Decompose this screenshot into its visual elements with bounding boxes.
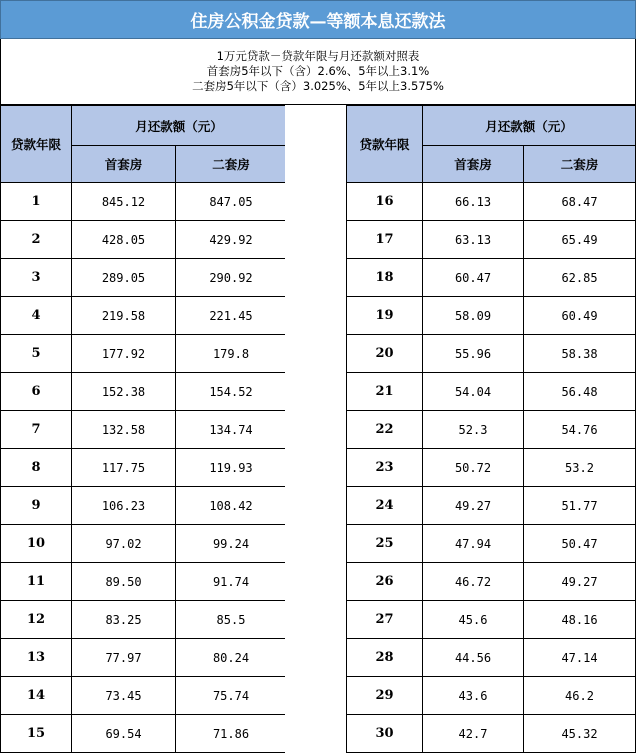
table-row bbox=[1, 601, 287, 639]
second-home-payment-cell: 429.92 bbox=[176, 221, 287, 259]
first-home-payment-cell: 55.96 bbox=[423, 335, 524, 373]
first-home-payment-cell: 60.47 bbox=[423, 259, 524, 297]
loan-years-cell: 23 bbox=[347, 449, 423, 487]
loan-years-cell: 14 bbox=[1, 677, 72, 715]
second-home-payment-cell: 62.85 bbox=[524, 259, 636, 297]
loan-years-cell: 6 bbox=[1, 373, 72, 411]
second-home-payment-cell: 68.47 bbox=[524, 183, 636, 221]
second-home-payment-cell: 80.24 bbox=[176, 639, 287, 677]
description-line-3: 二套房5年以下（含）3.025%、5年以上3.575% bbox=[192, 79, 444, 93]
table-description bbox=[0, 39, 636, 105]
header-second-home: 二套房 bbox=[176, 146, 287, 183]
header-second-home: 二套房 bbox=[524, 146, 636, 183]
first-home-payment-cell: 66.13 bbox=[423, 183, 524, 221]
table-row bbox=[1, 563, 287, 601]
table-row bbox=[1, 411, 287, 449]
second-home-payment-cell: 53.2 bbox=[524, 449, 636, 487]
second-home-payment-cell: 58.38 bbox=[524, 335, 636, 373]
first-home-payment-cell: 50.72 bbox=[423, 449, 524, 487]
loan-years-cell: 18 bbox=[347, 259, 423, 297]
loan-years-cell: 29 bbox=[347, 677, 423, 715]
first-home-payment-cell: 49.27 bbox=[423, 487, 524, 525]
table-row bbox=[1, 373, 287, 411]
repayment-table-right bbox=[346, 105, 636, 753]
first-home-payment-cell: 83.25 bbox=[72, 601, 176, 639]
first-home-payment-cell: 45.6 bbox=[423, 601, 524, 639]
first-home-payment-cell: 177.92 bbox=[72, 335, 176, 373]
loan-years-cell: 27 bbox=[347, 601, 423, 639]
page-title: 住房公积金贷款—等额本息还款法 bbox=[0, 0, 636, 39]
header-monthly-payment: 月还款额（元） bbox=[72, 106, 287, 146]
first-home-payment-cell: 54.04 bbox=[423, 373, 524, 411]
first-home-payment-cell: 428.05 bbox=[72, 221, 176, 259]
loan-years-cell: 28 bbox=[347, 639, 423, 677]
first-home-payment-cell: 106.23 bbox=[72, 487, 176, 525]
second-home-payment-cell: 60.49 bbox=[524, 297, 636, 335]
table-row bbox=[347, 677, 636, 715]
first-home-payment-cell: 58.09 bbox=[423, 297, 524, 335]
table-row bbox=[347, 297, 636, 335]
loan-years-cell: 24 bbox=[347, 487, 423, 525]
first-home-payment-cell: 46.72 bbox=[423, 563, 524, 601]
table-row bbox=[1, 297, 287, 335]
first-home-payment-cell: 47.94 bbox=[423, 525, 524, 563]
second-home-payment-cell: 45.32 bbox=[524, 715, 636, 753]
second-home-payment-cell: 91.74 bbox=[176, 563, 287, 601]
table-row bbox=[347, 525, 636, 563]
loan-years-cell: 20 bbox=[347, 335, 423, 373]
first-home-payment-cell: 42.7 bbox=[423, 715, 524, 753]
table-row bbox=[347, 601, 636, 639]
table-row bbox=[1, 677, 287, 715]
second-home-payment-cell: 65.49 bbox=[524, 221, 636, 259]
header-loan-years: 贷款年限 bbox=[347, 106, 423, 183]
header-first-home: 首套房 bbox=[72, 146, 176, 183]
second-home-payment-cell: 54.76 bbox=[524, 411, 636, 449]
table-row bbox=[1, 715, 287, 753]
first-home-payment-cell: 44.56 bbox=[423, 639, 524, 677]
table-row bbox=[1, 335, 287, 373]
loan-years-cell: 19 bbox=[347, 297, 423, 335]
table-row bbox=[347, 639, 636, 677]
first-home-payment-cell: 117.75 bbox=[72, 449, 176, 487]
loan-years-cell: 11 bbox=[1, 563, 72, 601]
second-home-payment-cell: 290.92 bbox=[176, 259, 287, 297]
second-home-payment-cell: 48.16 bbox=[524, 601, 636, 639]
table-row bbox=[1, 259, 287, 297]
first-home-payment-cell: 89.50 bbox=[72, 563, 176, 601]
second-home-payment-cell: 56.48 bbox=[524, 373, 636, 411]
loan-years-cell: 30 bbox=[347, 715, 423, 753]
second-home-payment-cell: 71.86 bbox=[176, 715, 287, 753]
loan-years-cell: 16 bbox=[347, 183, 423, 221]
loan-years-cell: 25 bbox=[347, 525, 423, 563]
table-row bbox=[347, 373, 636, 411]
header-monthly-payment: 月还款额（元） bbox=[423, 106, 636, 146]
first-home-payment-cell: 43.6 bbox=[423, 677, 524, 715]
loan-years-cell: 4 bbox=[1, 297, 72, 335]
table-row bbox=[1, 221, 287, 259]
loan-years-cell: 8 bbox=[1, 449, 72, 487]
first-home-payment-cell: 97.02 bbox=[72, 525, 176, 563]
first-home-payment-cell: 152.38 bbox=[72, 373, 176, 411]
table-row bbox=[1, 183, 287, 221]
header-first-home: 首套房 bbox=[423, 146, 524, 183]
table-row bbox=[347, 715, 636, 753]
table-gap bbox=[285, 105, 346, 756]
table-row bbox=[347, 259, 636, 297]
loan-years-cell: 1 bbox=[1, 183, 72, 221]
table-row bbox=[347, 221, 636, 259]
second-home-payment-cell: 108.42 bbox=[176, 487, 287, 525]
loan-years-cell: 5 bbox=[1, 335, 72, 373]
table-row bbox=[1, 487, 287, 525]
loan-years-cell: 15 bbox=[1, 715, 72, 753]
table-row bbox=[347, 335, 636, 373]
table-row bbox=[347, 411, 636, 449]
header-loan-years: 贷款年限 bbox=[1, 106, 72, 183]
first-home-payment-cell: 52.3 bbox=[423, 411, 524, 449]
loan-years-cell: 26 bbox=[347, 563, 423, 601]
loan-years-cell: 7 bbox=[1, 411, 72, 449]
table-row bbox=[1, 525, 287, 563]
second-home-payment-cell: 46.2 bbox=[524, 677, 636, 715]
description-line-2: 首套房5年以下（含）2.6%、5年以上3.1% bbox=[206, 64, 430, 78]
second-home-payment-cell: 85.5 bbox=[176, 601, 287, 639]
second-home-payment-cell: 134.74 bbox=[176, 411, 287, 449]
second-home-payment-cell: 99.24 bbox=[176, 525, 287, 563]
second-home-payment-cell: 847.05 bbox=[176, 183, 287, 221]
second-home-payment-cell: 51.77 bbox=[524, 487, 636, 525]
loan-years-cell: 3 bbox=[1, 259, 72, 297]
loan-years-cell: 21 bbox=[347, 373, 423, 411]
loan-years-cell: 22 bbox=[347, 411, 423, 449]
second-home-payment-cell: 47.14 bbox=[524, 639, 636, 677]
loan-years-cell: 12 bbox=[1, 601, 72, 639]
table-row bbox=[1, 449, 287, 487]
loan-years-cell: 2 bbox=[1, 221, 72, 259]
first-home-payment-cell: 63.13 bbox=[423, 221, 524, 259]
second-home-payment-cell: 221.45 bbox=[176, 297, 287, 335]
first-home-payment-cell: 77.97 bbox=[72, 639, 176, 677]
first-home-payment-cell: 132.58 bbox=[72, 411, 176, 449]
second-home-payment-cell: 179.8 bbox=[176, 335, 287, 373]
first-home-payment-cell: 845.12 bbox=[72, 183, 176, 221]
description-line-1: 1万元贷款－贷款年限与月还款额对照表 bbox=[216, 49, 420, 63]
second-home-payment-cell: 119.93 bbox=[176, 449, 287, 487]
table-row bbox=[347, 487, 636, 525]
table-row bbox=[347, 449, 636, 487]
second-home-payment-cell: 154.52 bbox=[176, 373, 287, 411]
first-home-payment-cell: 69.54 bbox=[72, 715, 176, 753]
first-home-payment-cell: 73.45 bbox=[72, 677, 176, 715]
repayment-table-left bbox=[0, 105, 287, 753]
loan-years-cell: 13 bbox=[1, 639, 72, 677]
loan-years-cell: 17 bbox=[347, 221, 423, 259]
second-home-payment-cell: 49.27 bbox=[524, 563, 636, 601]
loan-years-cell: 10 bbox=[1, 525, 72, 563]
first-home-payment-cell: 219.58 bbox=[72, 297, 176, 335]
table-row bbox=[1, 639, 287, 677]
second-home-payment-cell: 50.47 bbox=[524, 525, 636, 563]
first-home-payment-cell: 289.05 bbox=[72, 259, 176, 297]
table-row bbox=[347, 183, 636, 221]
loan-years-cell: 9 bbox=[1, 487, 72, 525]
table-row bbox=[347, 563, 636, 601]
second-home-payment-cell: 75.74 bbox=[176, 677, 287, 715]
